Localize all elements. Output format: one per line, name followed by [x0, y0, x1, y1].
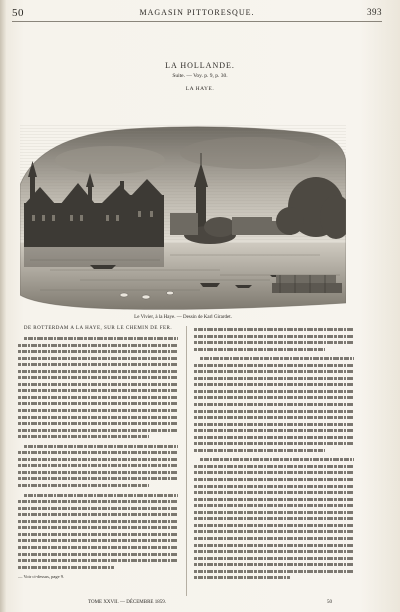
header-rule — [12, 21, 382, 22]
article-section: LA HAYE. — [185, 86, 215, 92]
left-footnote: — Voir ci-dessus, page 9. — [18, 574, 65, 580]
text-columns — [18, 326, 358, 596]
page-number: 50 — [12, 7, 24, 19]
article-title-block — [0, 61, 400, 92]
page-footer — [18, 600, 382, 610]
left-section-heading: DE ROTTERDAM A LA HAYE, SUR LE CHEMIN DE FER. — [23, 326, 173, 331]
journal-title: MAGASIN PITTORESQUE. — [139, 8, 255, 17]
page-header — [12, 4, 382, 22]
article-subtitle: Suite. — Voy. p. 9, p. 30. — [172, 73, 228, 79]
column-divider — [186, 326, 187, 596]
volume-info: TOME XXVII. — DÉCEMBRE 1859. — [88, 600, 166, 605]
left-column — [18, 326, 178, 579]
signature-mark: 50 — [327, 600, 332, 605]
engraving-caption: Le Vivier, à la Haye. — Dessin de Karl Girardet. — [134, 315, 232, 320]
engraving-illustration — [20, 125, 346, 311]
right-column — [194, 326, 354, 581]
article-title: LA HOLLANDE. — [165, 61, 235, 70]
landing-stage — [272, 275, 342, 293]
page-code: 393 — [367, 7, 382, 17]
